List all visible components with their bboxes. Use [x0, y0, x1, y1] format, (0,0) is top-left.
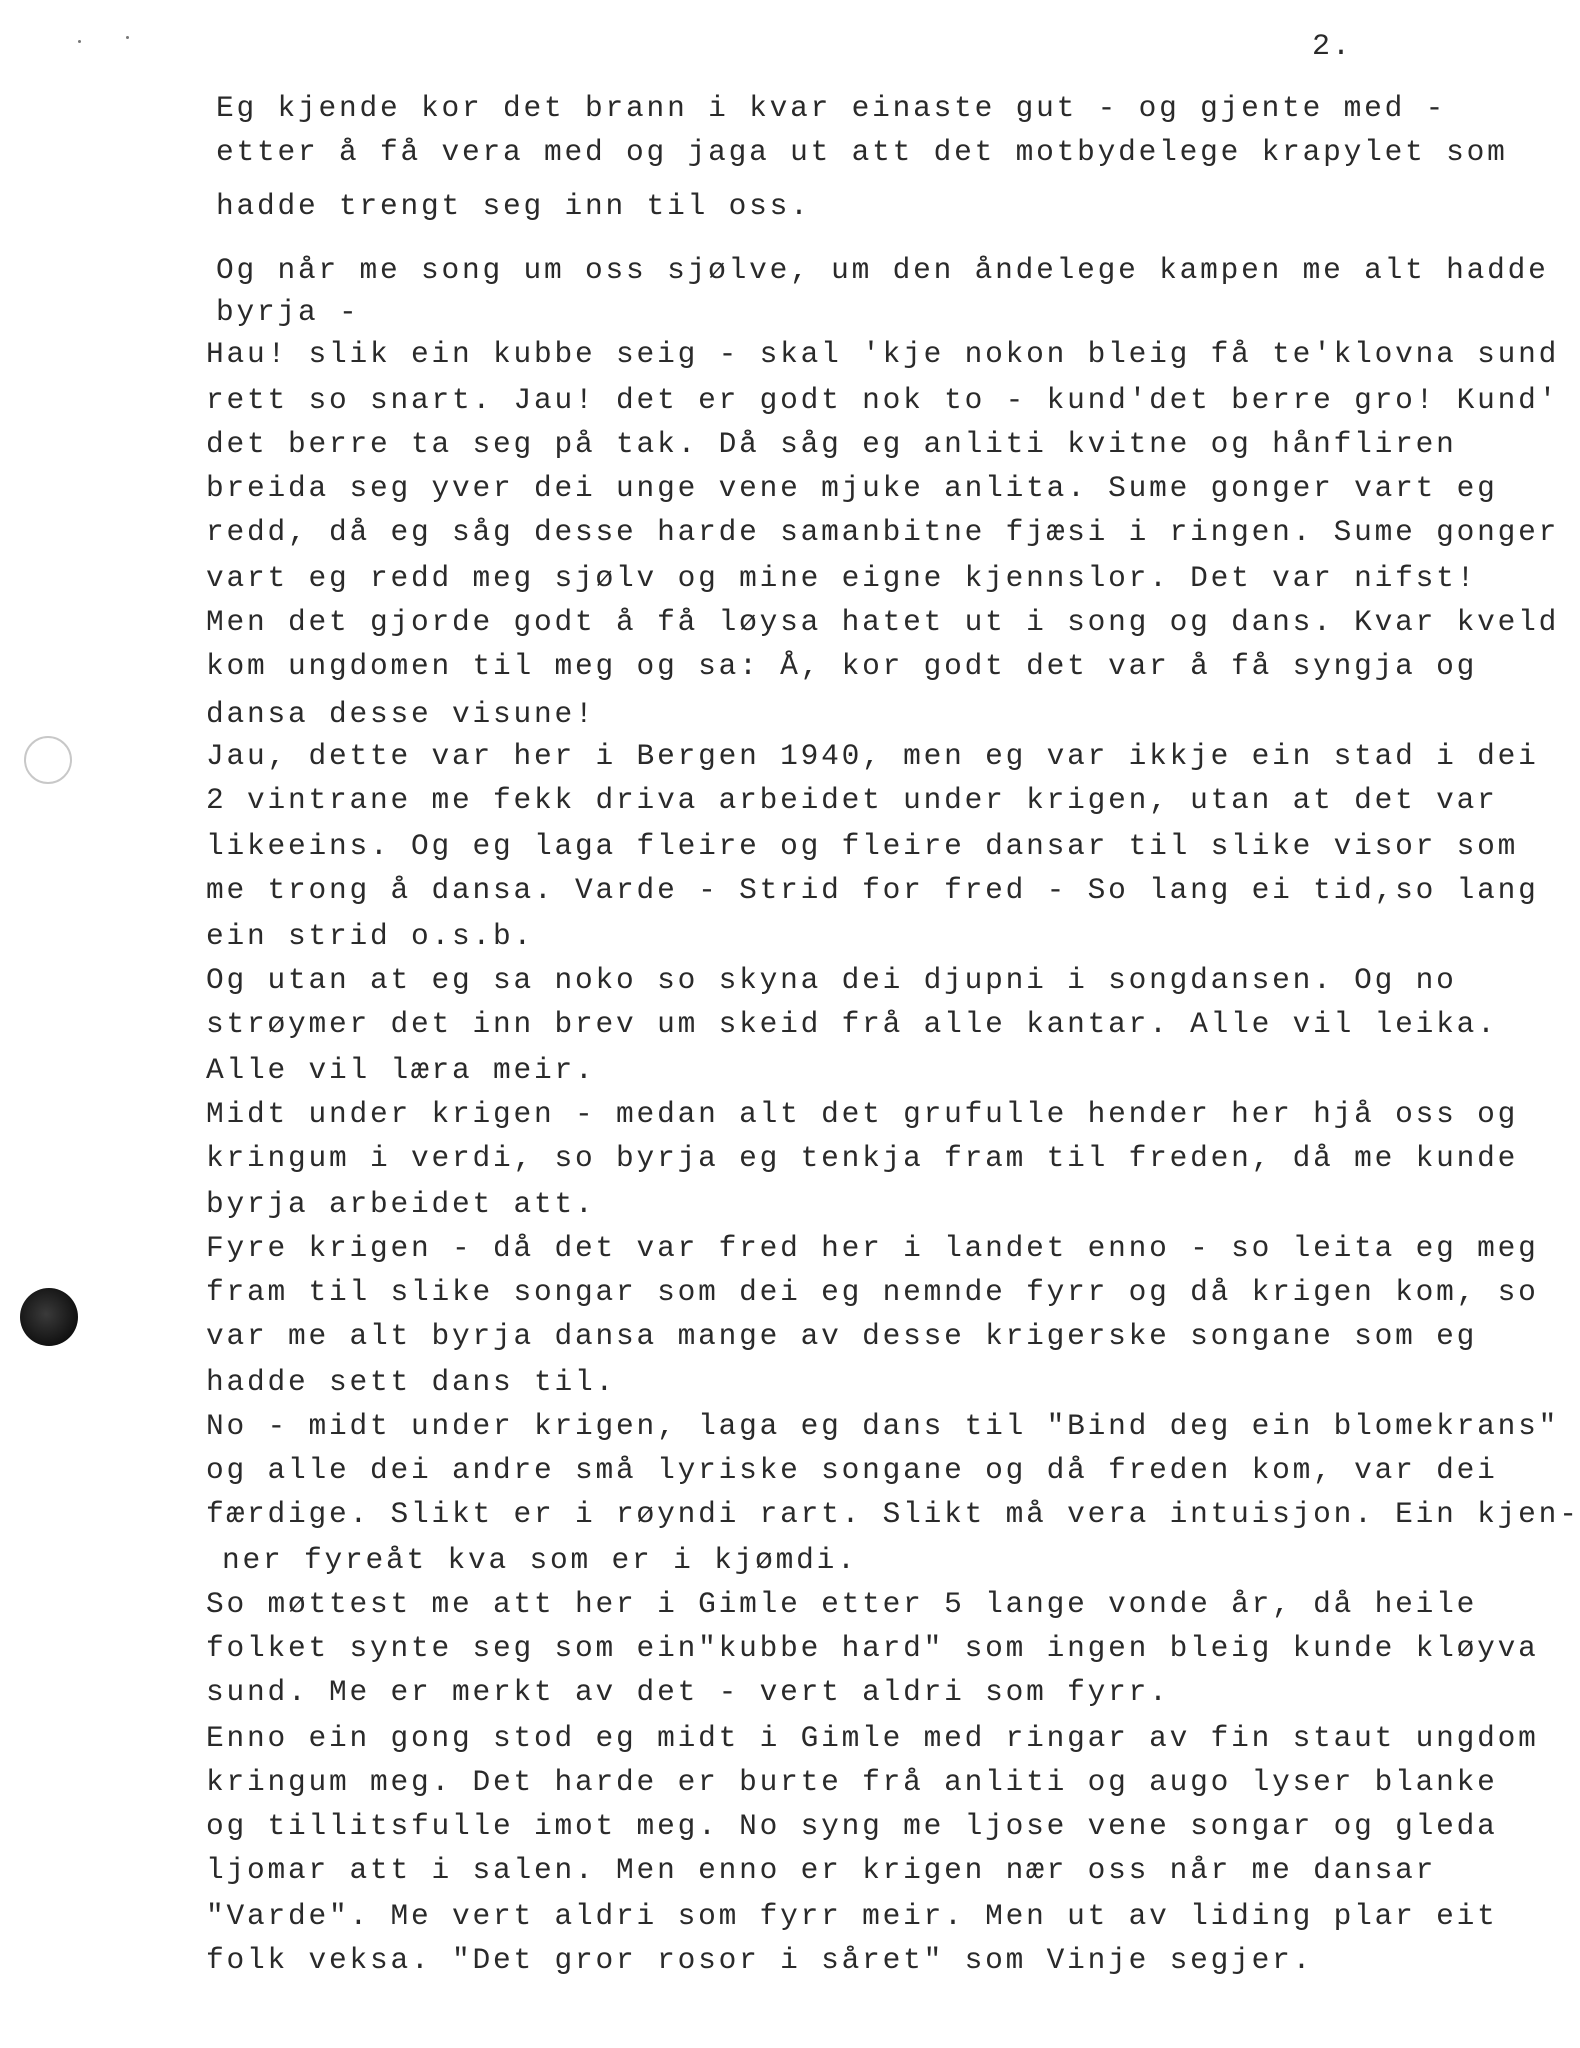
text-line: No - midt under krigen, laga eg dans til "Bind deg ein blomekrans"	[206, 1409, 1560, 1443]
page-number: 2.	[1312, 30, 1353, 64]
text-line: var me alt byrja dansa mange av desse krigerske songane som eg	[206, 1319, 1478, 1353]
text-line: rett so snart. Jau! det er godt nok to - kund'det berre gro! Kund'	[206, 383, 1560, 417]
text-line: me trong å dansa. Varde - Strid for fred - So lang ei tid,so lang	[206, 873, 1539, 907]
text-line: Og utan at eg sa noko so skyna dei djupni i songdansen. Og no	[206, 963, 1457, 997]
text-line: strøymer det inn brev um skeid frå alle kantar. Alle vil leika.	[206, 1007, 1498, 1041]
text-line: ner fyreåt kva som er i kjømdi.	[222, 1543, 858, 1577]
text-line: Eg kjende kor det brann i kvar einaste gut - og gjente med -	[216, 91, 1447, 125]
text-line: Enno ein gong stod eg midt i Gimle med ringar av fin staut ungdom	[206, 1721, 1539, 1755]
text-line: og alle dei andre små lyriske songane og då freden kom, var dei	[206, 1453, 1498, 1487]
text-line: og tillitsfulle imot meg. No syng me ljose vene songar og gleda	[206, 1809, 1498, 1843]
text-line: Jau, dette var her i Bergen 1940, men eg var ikkje ein stad i dei	[206, 739, 1539, 773]
text-line: Hau! slik ein kubbe seig - skal 'kje nokon bleig få te'klovna sund	[206, 337, 1560, 371]
text-line: kringum i verdi, so byrja eg tenkja fram til freden, då me kunde	[206, 1141, 1519, 1175]
text-line: redd, då eg såg desse harde samanbitne fjæsi i ringen. Sume gonger	[206, 515, 1560, 549]
text-line: breida seg yver dei unge vene mjuke anlita. Sume gonger vart eg	[206, 471, 1498, 505]
text-line: Fyre krigen - då det var fred her i landet enno - so leita eg meg	[206, 1231, 1539, 1265]
text-line: folk veksa. "Det gror rosor i såret" som Vinje segjer.	[206, 1943, 1314, 1977]
text-line: kringum meg. Det harde er burte frå anliti og augo lyser blanke	[206, 1765, 1498, 1799]
text-line: byrja arbeidet att.	[206, 1187, 596, 1221]
text-line: vart eg redd meg sjølv og mine eigne kjennslor. Det var nifst!	[206, 561, 1478, 595]
text-line: færdige. Slikt er i røyndi rart. Slikt må vera intuisjon. Ein kjen-	[206, 1497, 1580, 1531]
text-line: 2 vintrane me fekk driva arbeidet under krigen, utan at det var	[206, 783, 1498, 817]
text-line: etter å få vera med og jaga ut att det motbydelege krapylet som	[216, 135, 1508, 169]
paper-speck	[126, 36, 129, 39]
text-line: So møttest me att her i Gimle etter 5 lange vonde år, då heile	[206, 1587, 1478, 1621]
text-line: Og når me song um oss sjølve, um den åndelege kampen me alt hadde	[216, 253, 1549, 287]
text-line: kom ungdomen til meg og sa: Å, kor godt det var å få syngja og	[206, 649, 1478, 683]
text-line: ljomar att i salen. Men enno er krigen nær oss når me dansar	[206, 1853, 1437, 1887]
text-line: dansa desse visune!	[206, 697, 596, 731]
text-line: hadde sett dans til.	[206, 1365, 617, 1399]
text-line: sund. Me er merkt av det - vert aldri som fyrr.	[206, 1675, 1170, 1709]
text-line: hadde trengt seg inn til oss.	[216, 189, 811, 223]
text-line: Midt under krigen - medan alt det grufulle hender her hjå oss og	[206, 1097, 1519, 1131]
text-line: Men det gjorde godt å få løysa hatet ut i song og dans. Kvar kveld	[206, 605, 1560, 639]
punch-hole-filled	[20, 1288, 78, 1346]
text-line: ein strid o.s.b.	[206, 919, 535, 953]
paper-speck	[78, 40, 81, 43]
text-line: byrja -	[216, 295, 360, 329]
text-line: det berre ta seg på tak. Då såg eg anliti kvitne og hånfliren	[206, 427, 1457, 461]
text-line: "Varde". Me vert aldri som fyrr meir. Men ut av liding plar eit	[206, 1899, 1498, 1933]
text-line: fram til slike songar som dei eg nemnde fyrr og då krigen kom, so	[206, 1275, 1539, 1309]
text-line: folket synte seg som ein"kubbe hard" som ingen bleig kunde kløyva	[206, 1631, 1539, 1665]
punch-hole	[24, 736, 72, 784]
text-line: Alle vil læra meir.	[206, 1053, 596, 1087]
text-line: likeeins. Og eg laga fleire og fleire dansar til slike visor som	[206, 829, 1519, 863]
